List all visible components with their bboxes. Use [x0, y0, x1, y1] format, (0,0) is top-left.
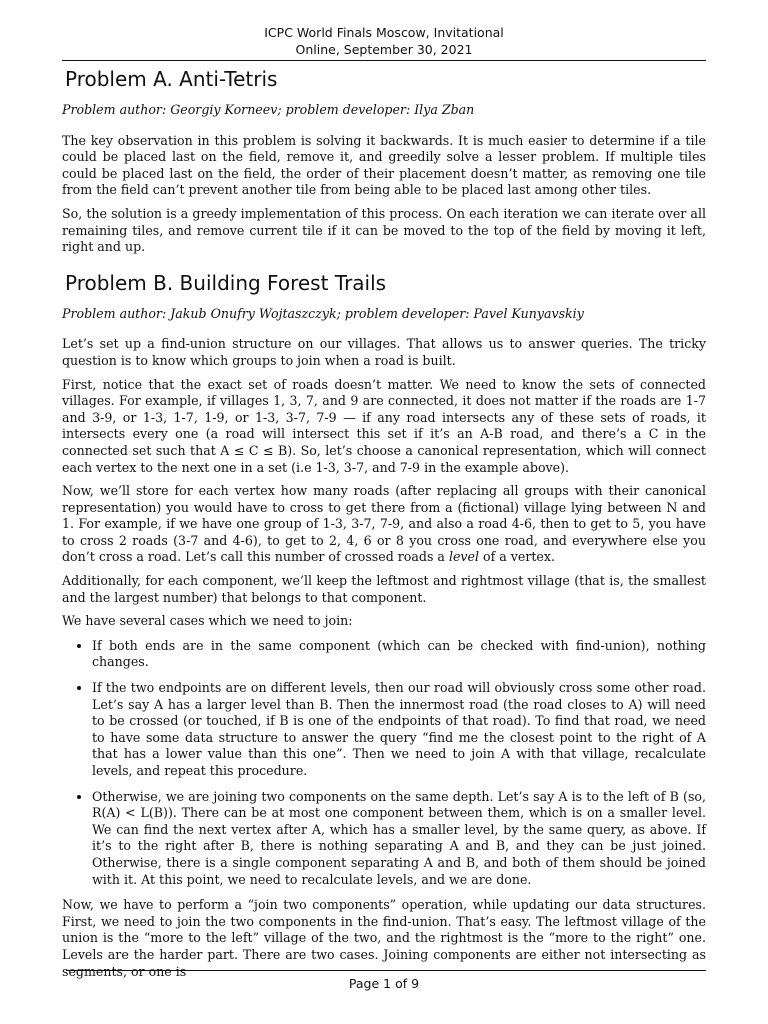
header-divider: [62, 60, 706, 61]
level-term: level: [448, 549, 480, 565]
problem-b-paragraph: Additionally, for each component, we’ll keep the leftmost and rightmost village (that is, the smallest and the largest number) that belongs to that component.: [62, 573, 706, 605]
text-run: of a vertex.: [479, 549, 555, 565]
problem-b-title: Problem B. Building Forest Trails: [65, 270, 387, 295]
problem-a-paragraph: So, the solution is a greedy implementation of this process. On each iteration we can iterate over all remaining tiles, and remove current tile if it can be moved to the top of the field by moving it left, right and up.: [62, 205, 706, 255]
problem-b-paragraph: We have several cases which we need to join:: [62, 613, 353, 629]
page-header: [0, 24, 768, 58]
footer-divider: [66, 970, 706, 971]
problem-a-title: Problem A. Anti-Tetris: [65, 67, 278, 91]
cases-list: [62, 638, 706, 888]
problem-b-paragraph: [62, 483, 706, 566]
header-line-2: Online, September 30, 2021: [295, 42, 473, 57]
problem-a-author: Problem author: Georgiy Korneev; problem developer: Ilya Zban: [62, 102, 475, 117]
problem-a-section: [62, 66, 706, 256]
header-line-1: ICPC World Finals Moscow, Invitational: [264, 25, 504, 40]
page-number: Page 1 of 9: [348, 976, 420, 991]
problem-b-section: [62, 270, 706, 980]
problem-b-author: Problem author: Jakub Onufry Wojtaszczyk; problem developer: Pavel Kunyavskiy: [62, 305, 584, 321]
list-item: • If the two endpoints are on different levels, then our road will obviously cross some other road. Let’s say A has a larger level than B. Then the innermost road (the road closes to A) will need to be crossed (or touched, if B is one of the endpoints of that road). To find that road, we need to have some data structure to answer the query “find me the closest point to the right of A that has a lower value than this one”. Then we need to join A with that village, recalculate levels, and repeat this procedure.: [92, 680, 706, 780]
problem-b-paragraph: First, notice that the exact set of roads doesn’t matter. We need to know the sets of connected villages. For example, if villages 1, 3, 7, and 9 are connected, it does not matter if the roads are 1-7 and 3-9, or 1-3, 1-7, 1-9, or 1-3, 3-7, 7-9 — if any road intersects any of these sets of roads, it intersects every one (a road will intersect this set if it’s an A-B road, and there’s a C in the connected set such that A ≤ C ≤ B). So, let’s choose a canonical representation, which will connect each vertex to the next one in a set (i.e 1-3, 3-7, and 7-9 in the example above).: [62, 376, 706, 475]
page-content: [62, 62, 706, 987]
list-item: • Otherwise, we are joining two components on the same depth. Let’s say A is to the left of B (so, R(A) < L(B)). There can be at most one component between them, which is on a smaller level. We can find the next vertex after A, which has a smaller level, by the same query, as above. If it’s to the right after B, there is nothing separating A and B, and they can be just joined. Otherwise, there is a single component separating A and B, and both of them should be joined with it. At this point, we need to recalculate levels, and we are done.: [92, 789, 706, 889]
text-run: Now, we’ll store for each vertex how many roads (after replacing all groups with their canonical representation) you would have to cross to get there from a (fictional) village lying between N and 1. For example, if we have one group of 1-3, 3-7, 7-9, and also a road 4-6, then to get to 5, you have to cross 2 roads (3-7 and 4-6), to get to 2, 4, 6 or 8 you cross one road, and everywhere else you don’t cross a road. Let’s call this number of crossed roads a: [62, 483, 706, 565]
list-item: • If both ends are in the same component (which can be checked with find-union), nothing changes.: [92, 638, 706, 671]
problem-b-paragraph: Let’s set up a find-union structure on our villages. That allows us to answer queries. The tricky question is to know which groups to join when a road is built.: [62, 336, 706, 368]
problem-b-paragraph: Now, we have to perform a “join two components” operation, while updating our data structures. First, we need to join the two components in the find-union. That’s easy. The leftmost village of the union is the “more to the left” village of the two, and the rightmost is the “more to the right” one. Levels are the harder part. There are two cases. Joining components are either not intersecting as segments, or one is: [62, 897, 706, 979]
problem-a-paragraph: The key observation in this problem is solving it backwards. It is much easier to determine if a tile could be placed last on the field, remove it, and greedily solve a lesser problem. If multiple tiles could be placed last on the field, the order of their placement doesn’t matter, as removing one tile from the field can’t prevent another tile from being able to be placed last among other tiles.: [62, 132, 706, 198]
